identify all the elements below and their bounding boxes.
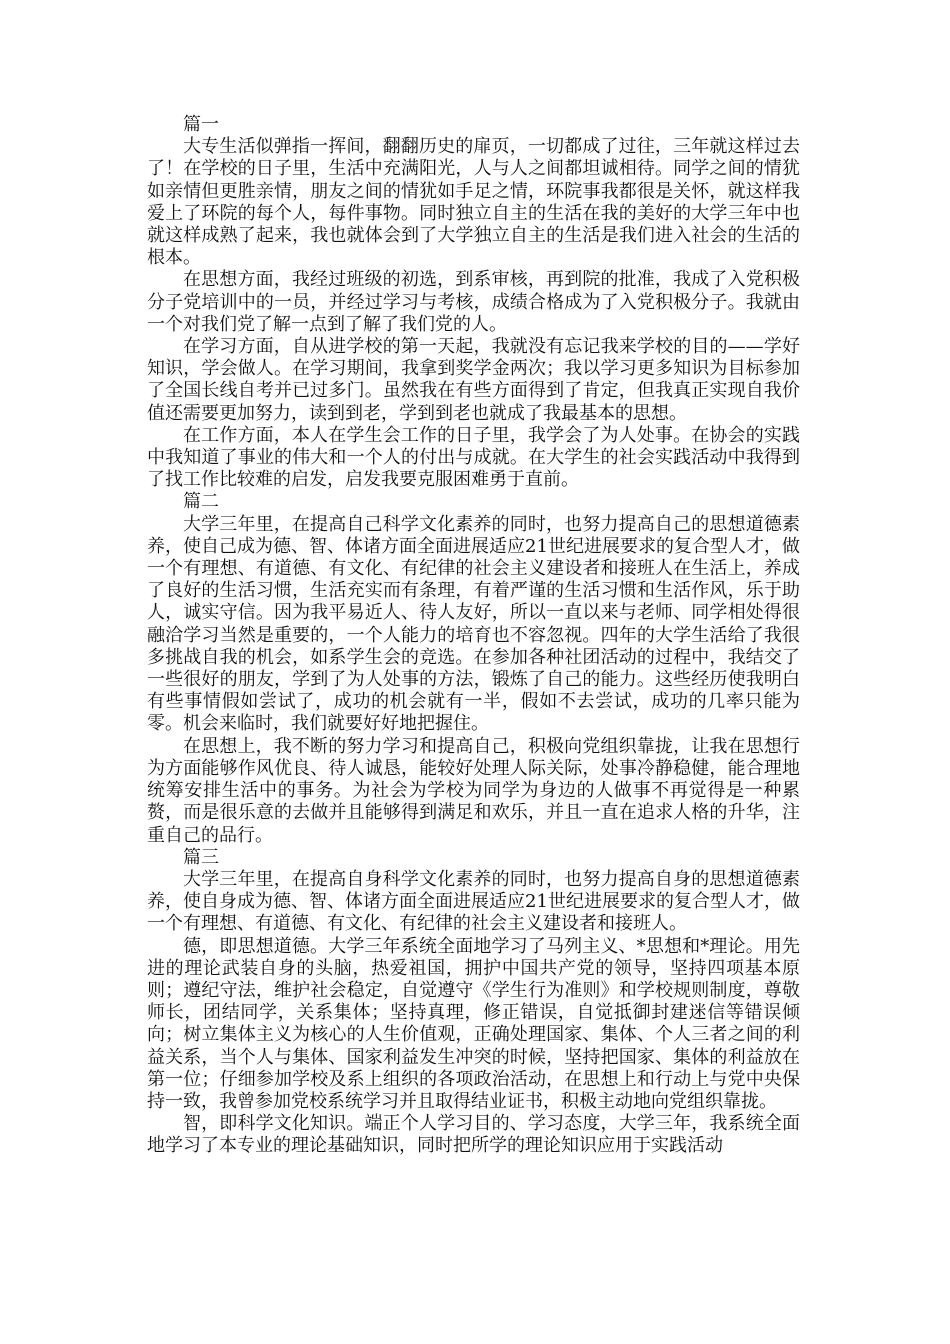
section-3-paragraph-3: 智，即科学文化知识。端正个人学习目的、学习态度，大学三年，我系统全面地学习了本专业的理论基础知识，同时把所学的理论知识应用于实践活动: [147, 1113, 800, 1157]
section-1-paragraph-3: 在学习方面，自从进学校的第一天起，我就没有忘记我来学校的目的——学好知识，学会做人。在学习期间，我拿到奖学金两次；我以学习更多知识为目标参加了全国长线自考并已过多门。虽然我在有些方面得到了肯定，但我真正实现自我价值还需要更加努力，读到到老，学到到老也就成了我最基本的思想。: [147, 336, 800, 424]
section-heading-3: 篇三: [183, 846, 219, 868]
section-heading-2: 篇二: [183, 491, 219, 513]
section-3-paragraph-1: 大学三年里，在提高自身科学文化素养的同时，也努力提高自身的思想道德素养，使自身成为德、智、体诸方面全面进展适应21世纪进展要求的复合型人才，做一个有理想、有道德、有文化、有纪律的社会主义建设者和接班人。: [147, 868, 800, 935]
section-1-paragraph-4: 在工作方面，本人在学生会工作的日子里，我学会了为人处事。在协会的实践中我知道了事业的伟大和一个人的付出与成就。在大学生的社会实践活动中我得到了找工作比较难的启发，启发我要克服困难勇于直前。: [147, 424, 800, 491]
section-2-paragraph-2: 在思想上，我不断的努力学习和提高自己，积极向党组织靠拢，让我在思想行为方面能够作风优良、待人诚恳，能较好处理人际关际，处事冷静稳健，能合理地统筹安排生活中的事务。为社会为学校为同学为身边的人做事不再觉得是一种累赘，而是很乐意的去做并且能够得到满足和欢乐，并且一直在追求人格的升华，注重自己的品行。: [147, 735, 800, 846]
section-1-paragraph-2: 在思想方面，我经过班级的初选，到系审核，再到院的批准，我成了入党积极分子党培训中的一员，并经过学习与考核，成绩合格成为了入党积极分子。我就由一个对我们党了解一点到了解了我们党的人。: [147, 269, 800, 335]
section-2-paragraph-1: 大学三年里，在提高自己科学文化素养的同时，也努力提高自己的思想道德素养，使自己成为德、智、体诸方面全面进展适应21世纪进展要求的复合型人才，做一个有理想、有道德、有文化、有纪律的社会主义建设者和接班人在生活上，养成了良好的生活习惯，生活充实而有条理，有着严谨的生活习惯和生活作风，乐于助人，诚实守信。因为我平易近人、待人友好，所以一直以来与老师、同学相处得很融洽学习当然是重要的，一个人能力的培育也不容忽视。四年的大学生活给了我很多挑战自我的机会，如系学生会的竞选。在参加各种社团活动的过程中，我结交了一些很好的朋友，学到了为人处事的方法，锻炼了自己的能力。这些经历使我明白有些事情假如尝试了，成功的机会就有一半，假如不去尝试，成功的几率只能为零。机会来临时，我们就要好好地把握住。: [147, 513, 800, 735]
section-heading-1: 篇一: [183, 114, 219, 135]
section-3-paragraph-2: 德，即思想道德。大学三年系统全面地学习了马列主义、*思想和*理论。用先进的理论武装自身的头脑，热爱祖国，拥护中国共产党的领导，坚持四项基本原则；遵纪守法，维护社会稳定，自觉遵守《学生行为准则》和学校规则制度，尊敬师长，团结同学，关系集体；坚持真理，修正错误，自觉抵御封建迷信等错误倾向；树立集体主义为核心的人生价值观，正确处理国家、集体、个人三者之间的利益关系，当个人与集体、国家利益发生冲突的时候，坚持把国家、集体的利益放在第一位；仔细参加学校及系上组织的各项政治活动，在思想上和行动上与党中央保持一致，我曾参加党校系统学习并且取得结业证书，积极主动地向党组织靠拢。: [147, 935, 800, 1112]
section-1-paragraph-1: 大专生活似弹指一挥间，翻翻历史的扉页，一切都成了过往，三年就这样过去了！在学校的日子里，生活中充满阳光，人与人之间都坦诚相待。同学之间的情犹如亲情但更胜亲情，朋友之间的情犹如手足之情，环院事我都很是关怀，就这样我爱上了环院的每个人，每件事物。同时独立自主的生活在我的美好的大学三年中也就这样成熟了起来，我也就体会到了大学独立自主的生活是我们进入社会的生活的根本。: [147, 136, 800, 269]
document-body: [147, 114, 800, 1158]
